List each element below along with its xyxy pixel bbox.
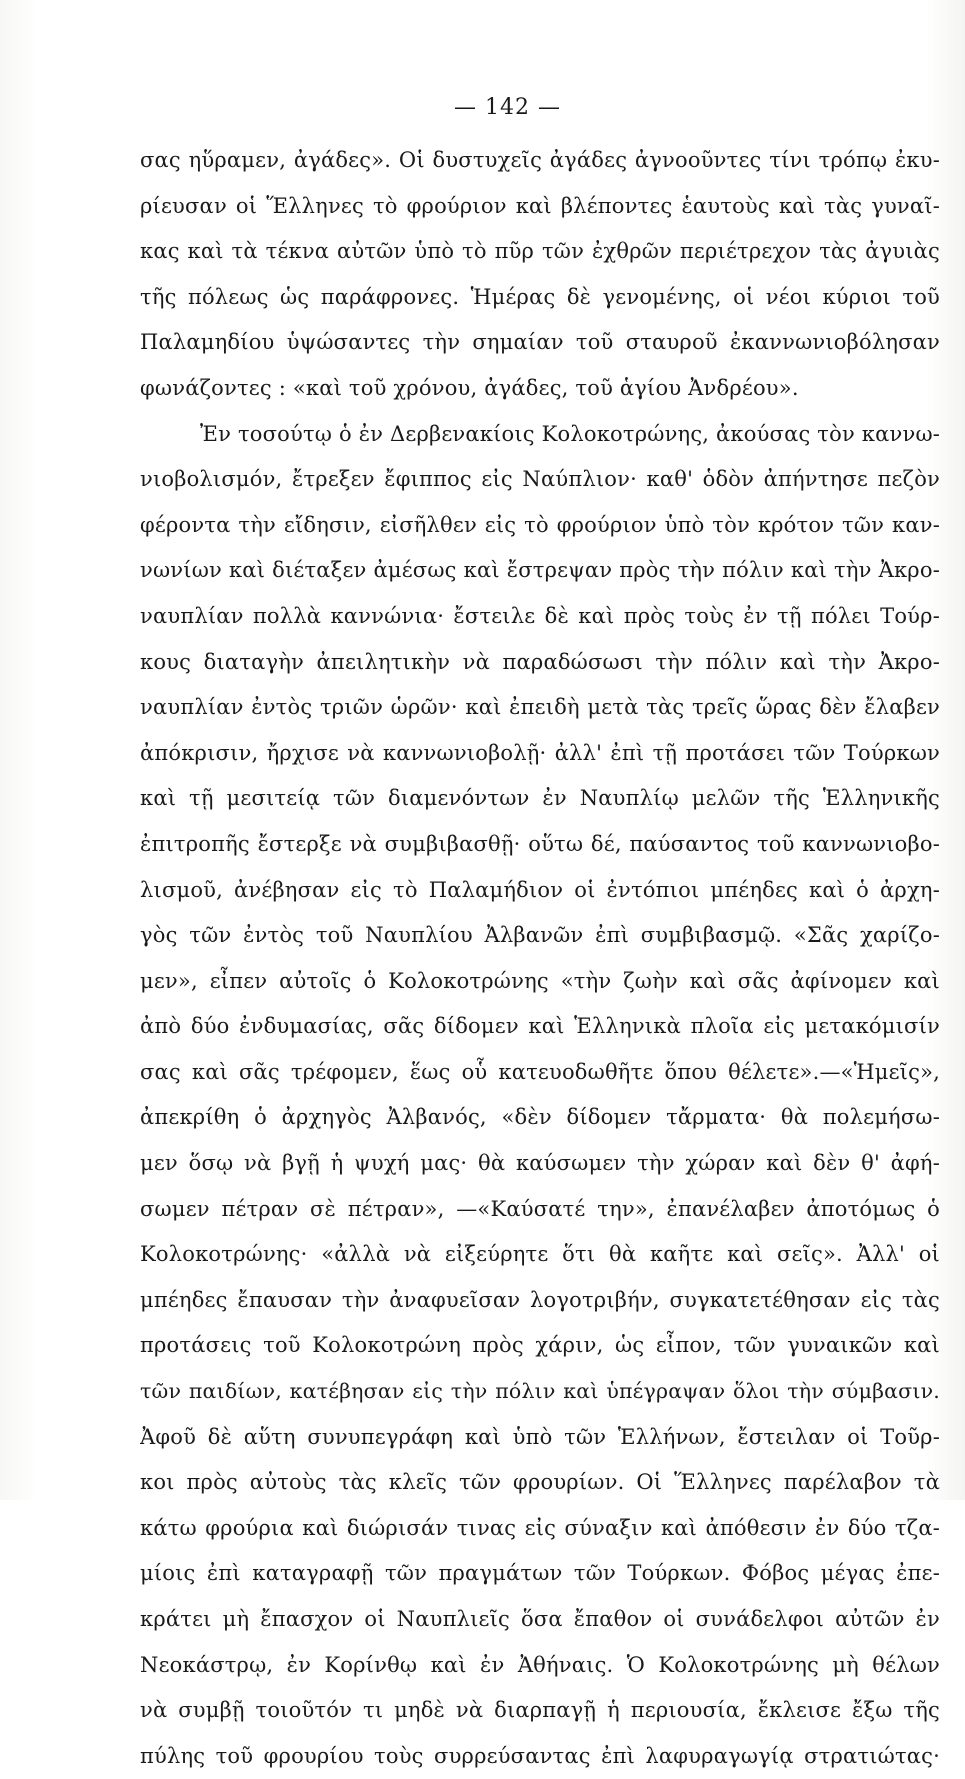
- text-line: σωμεν πέτραν σὲ πέτραν», —«Καύσατέ την», ἐπανέλαβεν ἀποτόμως ὁ: [140, 1196, 940, 1221]
- text-line: κοι πρὸς αὐτοὺς τὰς κλεῖς τῶν φρουρίων. Οἱ Ἕλληνες παρέλαβον τὰ: [140, 1470, 940, 1495]
- text-line: μεν», εἶπεν αὐτοῖς ὁ Κολοκοτρώνης «τὴν ζωὴν καὶ σᾶς ἀφίνομεν καὶ: [140, 968, 940, 993]
- text-line: νὰ συμβῇ τοιοῦτόν τι μηδὲ νὰ διαρπαγῇ ἡ περιουσία, ἔκλεισε ἔξω τῆς: [140, 1698, 940, 1723]
- text-line: Παλαμηδίου ὑψώσαντες τὴν σημαίαν τοῦ σταυροῦ ἐκαννωνιοβόλησαν: [140, 330, 940, 355]
- text-line: κους διαταγὴν ἀπειλητικὴν νὰ παραδώσωσι τὴν πόλιν καὶ τὴν Ἀκρο-: [140, 649, 940, 674]
- text-line: τῶν παιδίων, κατέβησαν εἰς τὴν πόλιν καὶ ὑπέγραψαν ὅλοι τὴν σύμβασιν.: [140, 1379, 940, 1404]
- body-text: [140, 138, 940, 1779]
- text-line: λισμοῦ, ἀνέβησαν εἰς τὸ Παλαμήδιον οἱ ἐντόπιοι μπέηδες καὶ ὁ ἀρχη-: [140, 877, 940, 902]
- text-line: σας καὶ σᾶς τρέφομεν, ἕως οὗ κατευοδωθῆτε ὅπου θέλετε».—«Ἡμεῖς»,: [140, 1059, 940, 1084]
- text-line: μπέηδες ἔπαυσαν τὴν ἀναφυεῖσαν λογοτριβήν, συγκατετέθησαν εἰς τὰς: [140, 1287, 940, 1312]
- text-line: ἀπὸ δύο ἐνδυμασίας, σᾶς δίδομεν καὶ Ἑλληνικὰ πλοῖα εἰς μετακόμισίν: [140, 1014, 940, 1039]
- text-line: ναυπλίαν ἐντὸς τριῶν ὡρῶν· καὶ ἐπειδὴ μετὰ τὰς τρεῖς ὥρας δὲν ἔλαβεν: [140, 695, 940, 720]
- text-line: κράτει μὴ ἔπασχον οἱ Ναυπλιεῖς ὅσα ἔπαθον οἱ συνάδελφοι αὐτῶν ἐν: [140, 1607, 940, 1631]
- text-line: ἐπιτροπῆς ἔστερξε νὰ συμβιβασθῇ· οὕτω δέ, παύσαντος τοῦ καννωνιοβο-: [140, 831, 940, 856]
- text-line: ναυπλίαν πολλὰ καννώνια· ἔστειλε δὲ καὶ πρὸς τοὺς ἐν τῇ πόλει Τούρ-: [140, 603, 940, 628]
- text-line: κάτω φρούρια καὶ διώρισάν τινας εἰς σύναξιν καὶ ἀπόθεσιν ἐν δύο τζα-: [140, 1515, 940, 1540]
- text-line: φέροντα τὴν εἴδησιν, εἰσῆλθεν εἰς τὸ φρούριον ὑπὸ τὸν κρότον τῶν καν-: [140, 512, 940, 537]
- text-line: ἀπόκρισιν, ἤρχισε νὰ καννωνιοβολῇ· ἀλλ' ἐπὶ τῇ προτάσει τῶν Τούρκων: [140, 740, 940, 765]
- text-line: ρίευσαν οἱ Ἕλληνες τὸ φρούριον καὶ βλέποντες ἑαυτοὺς καὶ τὰς γυναῖ-: [140, 193, 940, 218]
- text-line: Ἀφοῦ δὲ αὕτη συνυπεγράφη καὶ ὑπὸ τῶν Ἑλλήνων, ἔστειλαν οἱ Τοῦρ-: [140, 1424, 940, 1449]
- text-line: φωνάζοντες : «καὶ τοῦ χρόνου, ἀγάδες, τοῦ ἁγίου Ἀνδρέου».: [140, 375, 799, 400]
- text-line: καὶ τῇ μεσιτείᾳ τῶν διαμενόντων ἐν Ναυπλίῳ μελῶν τῆς Ἑλληνικῆς: [140, 786, 940, 811]
- text-line: σας ηὕραμεν, ἀγάδες». Οἱ δυστυχεῖς ἀγάδες ἀγνοοῦντες τίνι τρόπῳ ἐκυ-: [140, 148, 940, 172]
- text-line: νωνίων καὶ διέταξεν ἀμέσως καὶ ἔστρεψαν πρὸς τὴν πόλιν καὶ τὴν Ἀκρο-: [140, 558, 940, 583]
- text-line: προτάσεις τοῦ Κολοκοτρώνη πρὸς χάριν, ὡς εἶπον, τῶν γυναικῶν καὶ: [140, 1333, 940, 1358]
- text-line: κας καὶ τὰ τέκνα αὐτῶν ὑπὸ τὸ πῦρ τῶν ἐχθρῶν περιέτρεχον τὰς ἀγυιὰς: [140, 239, 940, 264]
- text-line: Κολοκοτρώνης· «ἀλλὰ νὰ εἰξεύρητε ὅτι θὰ καῆτε καὶ σεῖς». Ἀλλ' οἱ: [140, 1242, 940, 1267]
- text-line: νιοβολισμόν, ἔτρεξεν ἔφιππος εἰς Ναύπλιον· καθ' ὁδὸν ἀπήντησε πεζὸν: [140, 467, 940, 492]
- text-line: Νεοκάστρῳ, ἐν Κορίνθῳ καὶ ἐν Ἀθήναις. Ὁ Κολοκοτρώνης μὴ θέλων: [140, 1652, 940, 1677]
- text-line: ἀπεκρίθη ὁ ἀρχηγὸς Ἀλβανός, «δὲν δίδομεν τἄρματα· θὰ πολεμήσω-: [140, 1105, 940, 1130]
- text-line: Ἐν τοσούτῳ ὁ ἐν Δερβενακίοις Κολοκοτρώνης, ἀκούσας τὸν καννω-: [200, 421, 940, 446]
- text-line: μεν ὅσῳ νὰ βγῇ ἡ ψυχή μας· θὰ καύσωμεν τὴν χώραν καὶ δὲν θ' ἀφή-: [140, 1151, 940, 1176]
- text-line: τῆς πόλεως ὡς παράφρονες. Ἡμέρας δὲ γενομένης, οἱ νέοι κύριοι τοῦ: [140, 284, 940, 309]
- text-line: μίοις ἐπὶ καταγραφῇ τῶν πραγμάτων τῶν Τούρκων. Φόβος μέγας ἐπε-: [140, 1561, 940, 1586]
- text-line: πύλης τοῦ φρουρίου τοὺς συρρεύσαντας ἐπὶ λαφυραγωγίᾳ στρατιώτας·: [140, 1743, 940, 1768]
- text-line: γὸς τῶν ἐντὸς τοῦ Ναυπλίου Ἀλβανῶν ἐπὶ συμβιβασμῷ. «Σᾶς χαρίζο-: [140, 923, 940, 948]
- page-number: — 142 —: [454, 95, 561, 120]
